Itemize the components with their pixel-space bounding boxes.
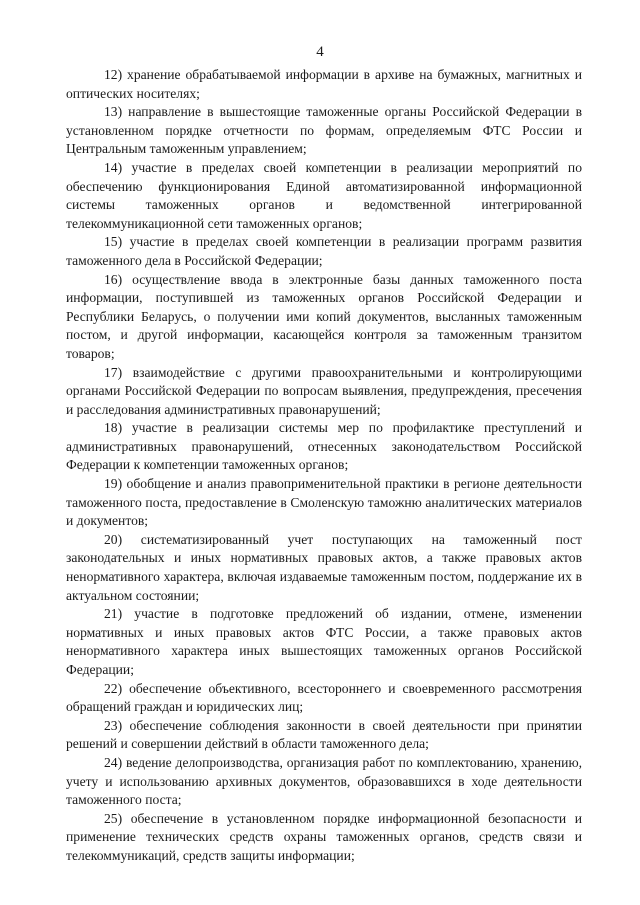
paragraph-item-24: 24) ведение делопроизводства, организация работ по комплектованию, хранению, учету и использованию архивных документов, образовавшихся в ходе деятельности таможенного поста; xyxy=(66,754,582,808)
document-body xyxy=(66,66,582,866)
paragraph-item-17: 17) взаимодействие с другими правоохранительными и контролирующими органами Российской Федерации по вопросам выявления, предупреждения, пресечения и расследования административных правонарушений; xyxy=(66,364,582,417)
paragraph-item-25: 25) обеспечение в установленном порядке информационной безопасности и применение технических средств охраны таможенных органов, средств связи и телекоммуникаций, средств защиты информации; xyxy=(66,810,582,863)
paragraph-item-19: 19) обобщение и анализ правоприменительной практики в регионе деятельности таможенного поста, предоставление в Смоленскую таможню аналитических материалов и документов; xyxy=(66,476,582,529)
paragraph-item-15: 15) участие в пределах своей компетенции в реализации программ развития таможенного дела в Российской Федерации; xyxy=(66,234,582,268)
paragraph-item-12: 12) хранение обрабатываемой информации в архиве на бумажных, магнитных и оптических носителях; xyxy=(66,67,582,101)
paragraph-item-23: 23) обеспечение соблюдения законности в своей деятельности при принятии решений и совершении действий в области таможенного дела; xyxy=(66,717,582,752)
page-number: 4 xyxy=(316,44,324,60)
paragraph-item-22: 22) обеспечение объективного, всестороннего и своевременного рассмотрения обращений граждан и юридических лиц; xyxy=(66,680,582,715)
paragraph-item-18: 18) участие в реализации системы мер по профилактике преступлений и административных правонарушений, отнесенных законодательством Российской Федерации к компетенции таможенных органов; xyxy=(66,420,582,473)
paragraph-item-20: 20) систематизированный учет поступающих на таможенный пост законодательных и иных нормативных правовых актов, а также правовых актов ненормативного характера, включая издаваемые таможенным постом, поддержание их в актуальном состоянии; xyxy=(66,531,582,603)
paragraph-item-21: 21) участие в подготовке предложений об издании, отмене, изменении нормативных и иных правовых актов ФТС России, а также правовых актов ненормативного характера иных вышестоящих таможенных органов Российской Федерации; xyxy=(66,606,582,677)
paragraph-item-16: 16) осуществление ввода в электронные базы данных таможенного поста информации, поступившей из таможенных органов Российской Федерации и Республики Беларусь, о получении ими копий документов, высланных таможенным постом, и другой информации, касающейся контроля за таможенным транзитом товаров; xyxy=(66,271,582,361)
paragraph-item-13: 13) направление в вышестоящие таможенные органы Российской Федерации в установленном порядке отчетности по формам, определяемым ФТС России и Центральным таможенным управлением; xyxy=(66,104,582,157)
paragraph-item-14: 14) участие в пределах своей компетенции в реализации мероприятий по обеспечению функционирования Единой автоматизированной информационной системы таможенных органов и ведомственной интегрированной телекоммуникационной сети таможенных органов; xyxy=(66,159,582,231)
